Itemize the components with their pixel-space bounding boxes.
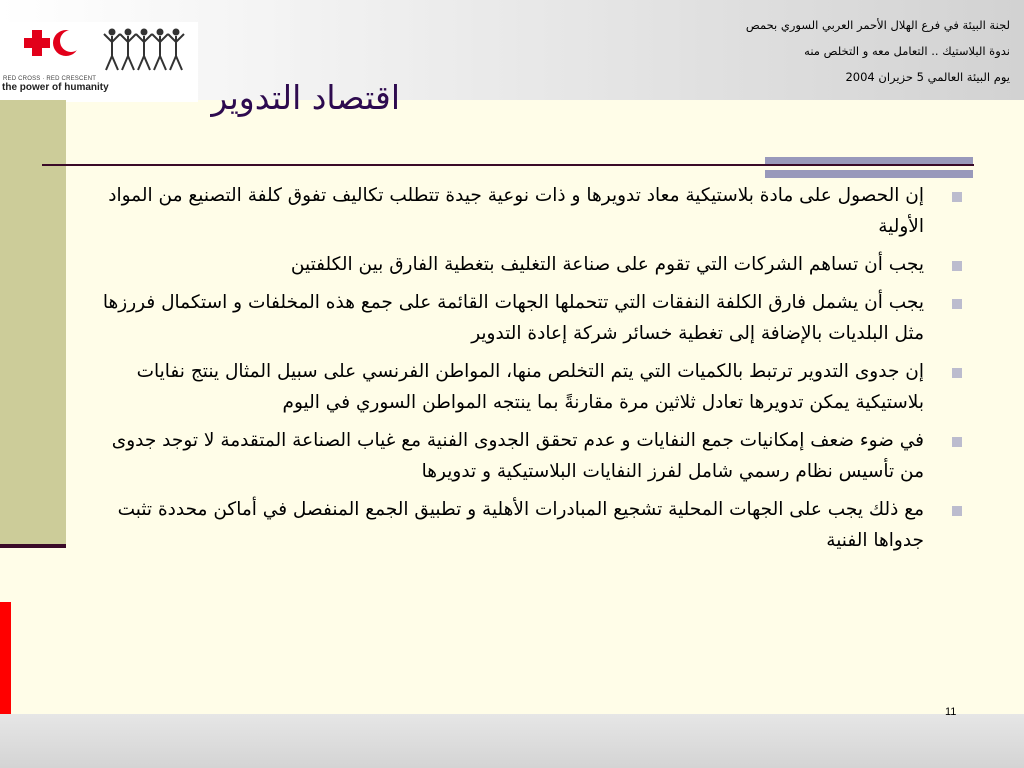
- bullet-item: [100, 180, 970, 242]
- title-divider: [42, 164, 974, 166]
- square-bullet-icon: [952, 299, 962, 309]
- logo-subtext: RED CROSS · RED CRESCENT: [3, 76, 97, 82]
- square-bullet-icon: [952, 506, 962, 516]
- header-line-organization: لجنة البيئة في فرع الهلال الأحمر العربي السوري بحمص: [745, 18, 1010, 32]
- red-accent-block: [0, 602, 11, 714]
- left-sidebar-rule: [0, 544, 66, 548]
- page-number: 11: [945, 706, 957, 718]
- bullet-list: [100, 180, 970, 563]
- bullet-text: يجب أن تساهم الشركات التي تقوم على صناعة التغليف بتغطية الفارق بين الكلفتين: [290, 254, 924, 275]
- header-line-date: يوم البيئة العالمي 5 حزيران 2004: [845, 70, 1010, 84]
- square-bullet-icon: [952, 261, 962, 271]
- title-accent-bar-lower: [765, 170, 973, 178]
- bullet-text: إن الحصول على مادة بلاستيكية معاد تدويرها و ذات نوعية جيدة تتطلب تكاليف تفوق كلفة التصنيع من المواد الأولية: [108, 185, 924, 237]
- square-bullet-icon: [952, 368, 962, 378]
- footer-band: [0, 714, 1024, 768]
- bullet-text: يجب أن يشمل فارق الكلفة النفقات التي تتحملها الجهات القائمة على جمع هذه المخلفات و استكمال فررزها مثل البلديات بالإضافة إلى تغطية خسائر شركة إعادة التدوير: [102, 292, 924, 344]
- logo-tagline: the power of humanity: [2, 82, 109, 93]
- slide-title: اقتصاد التدوير: [211, 78, 400, 117]
- header-info: [550, 14, 1010, 92]
- bullet-text: مع ذلك يجب على الجهات المحلية تشجيع المبادرات الأهلية و تطبيق الجمع المنفصل في أماكن محددة تثبت جدواها الفنية: [117, 499, 924, 551]
- bullet-text: في ضوء ضعف إمكانيات جمع النفايات و عدم تحقق الجدوى الفنية مع غياب الصناعة المتقدمة لا توجد جدوى من تأسيس نظام رسمي شامل لفرز النفايات البلاستيكية و تدويرها: [111, 430, 924, 482]
- square-bullet-icon: [952, 437, 962, 447]
- left-sidebar-decoration: [0, 100, 66, 544]
- bullet-text: إن جدوى التدوير ترتبط بالكميات التي يتم التخلص منها، المواطن الفرنسي على سبيل المثال ينتج نفايات بلاستيكية يمكن تدويرها تعادل ثلاثين مرة مقارنةً بما ينتجه المواطن السوري في اليوم: [136, 361, 924, 413]
- bullet-item: [100, 425, 970, 487]
- bullet-item: [100, 249, 970, 280]
- bullet-item: [100, 287, 970, 349]
- bullet-item: [100, 494, 970, 556]
- header-line-seminar: ندوة البلاستيك .. التعامل معه و التخلص منه: [804, 44, 1010, 58]
- square-bullet-icon: [952, 192, 962, 202]
- bullet-item: [100, 356, 970, 418]
